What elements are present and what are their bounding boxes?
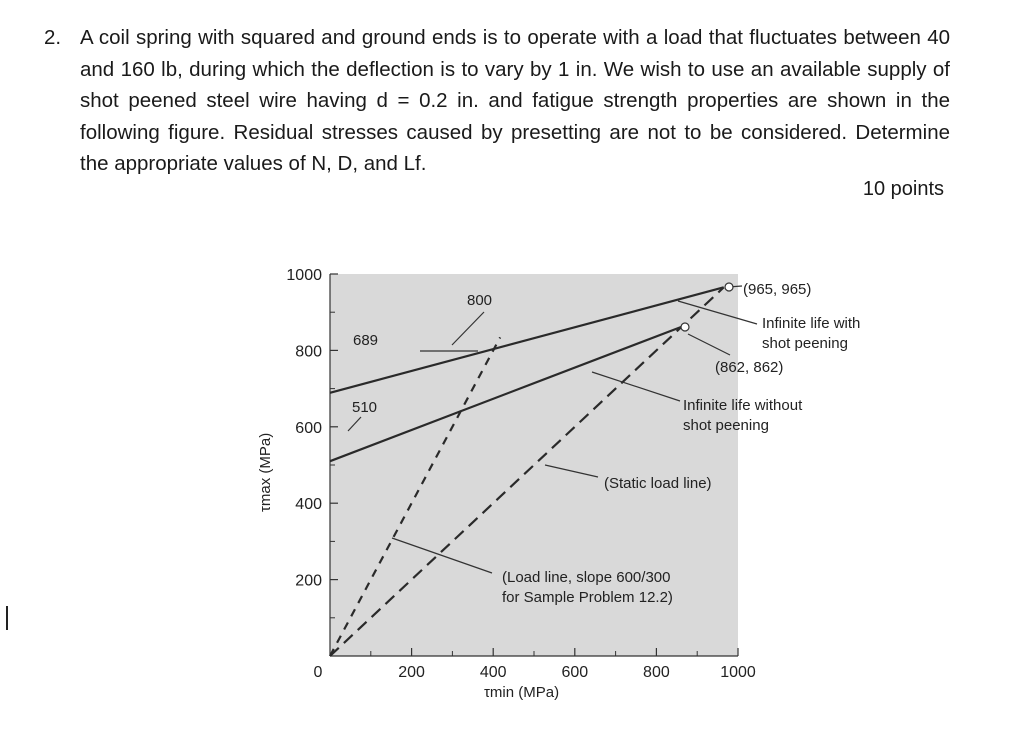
x-tick-label-600: 600 <box>561 664 589 681</box>
y-axis-title: τmax (MPa) <box>257 432 274 512</box>
x-tick-label-400: 400 <box>479 664 507 681</box>
points-label: 10 points <box>862 178 944 200</box>
y-tick-label-600: 600 <box>295 419 322 437</box>
x-tick-label-200: 200 <box>398 664 425 681</box>
x-tick-label-0: 0 <box>313 664 323 681</box>
x-tick-label-1000: 1000 <box>720 664 756 681</box>
point-862 <box>681 323 689 331</box>
label-no-peening: Infinite life without shot peening <box>683 397 803 434</box>
label-862: (862, 862) <box>715 359 784 376</box>
y-tick-label-1000: 1000 <box>286 267 322 284</box>
label-static-load-line: (Static load line) <box>604 475 712 492</box>
problem-number: 2. <box>44 26 62 49</box>
y-tick-label-200: 200 <box>295 572 322 590</box>
label-shot-peening: Infinite life with shot peening <box>762 315 861 352</box>
label-965: (965, 965) <box>743 281 812 298</box>
x-tick-label-800: 800 <box>643 664 670 681</box>
y-tick-label-400: 400 <box>295 496 322 514</box>
label-510: 510 <box>352 399 378 416</box>
x-axis-title: τmin (MPa) <box>484 684 560 701</box>
y-tick-label-800: 800 <box>295 343 322 361</box>
problem-text: A coil spring with squared and ground ends is to operate with a load that fluctuates between 40 and 160 lb, during which the deflection is to vary by 1 in. We wish to use an available supply of shot peened steel wire having d = 0.2 in. and fatigue strength properties are shown in the following figure. Residual stresses caused by presetting are not to be considered. Determine the appropriate values of N, D, and Lf. <box>80 26 950 175</box>
label-689: 689 <box>353 332 379 349</box>
label-load-line: (Load line, slope 600/300 for Sample Problem 12.2) <box>502 569 673 606</box>
label-800: 800 <box>467 292 493 309</box>
point-965 <box>725 283 733 291</box>
